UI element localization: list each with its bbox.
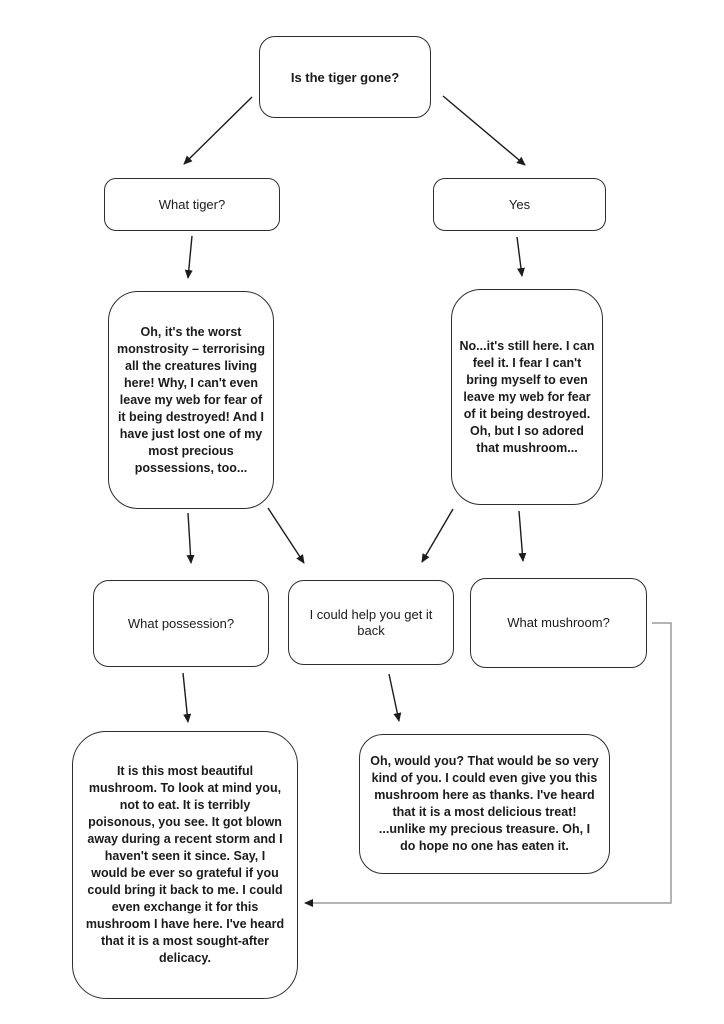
node-yes-description bbox=[451, 289, 603, 505]
arrow-possession-q-to-poss-desc bbox=[183, 673, 188, 722]
arrow-tiger-desc-to-help bbox=[268, 508, 304, 563]
arrow-tiger-desc-to-possession-q bbox=[188, 513, 191, 563]
arrow-yes-desc-to-help bbox=[422, 509, 453, 562]
node-possession-description bbox=[72, 731, 298, 999]
node-help-offer-label: I could help you get it back bbox=[309, 606, 433, 638]
arrow-yes-to-yes-desc bbox=[517, 237, 522, 276]
arrow-yes-desc-to-mushroom-q bbox=[519, 511, 523, 561]
arrow-help-to-thanks bbox=[389, 674, 399, 721]
node-tiger-description bbox=[108, 291, 274, 509]
node-what-tiger bbox=[104, 178, 280, 231]
arrow-root-to-yes bbox=[443, 96, 525, 165]
arrow-root-to-what-tiger bbox=[184, 97, 252, 164]
node-tiger-description-label: Oh, it's the worst monstrosity – terrorising all the creatures living here! Why, I can't even leave my web for fear of it being destroyed! And I have just lost one of my most precious possessions, too... bbox=[117, 324, 265, 475]
node-is-tiger-gone-label: Is the tiger gone? bbox=[290, 69, 400, 85]
arrow-what-tiger-to-tiger-desc bbox=[188, 236, 192, 278]
node-yes-description-label: No...it's still here. I can feel it. I fear I can't bring myself to even leave my web for fear of it being destroyed. Oh, but I so adored that mushroom... bbox=[459, 338, 595, 455]
node-is-tiger-gone bbox=[259, 36, 431, 118]
node-possession-description-label: It is this most beautiful mushroom. To look at mind you, not to eat. It is terribly poisonous, you see. It got blown away during a recent storm and I haven't seen it since. Say, I would be ever so grateful if you could bring it back to me. I could even exchange it for this mushroom I have here. I've heard that it is a most sought-after delicacy. bbox=[85, 764, 285, 965]
node-what-possession-label: What possession? bbox=[127, 615, 235, 631]
node-what-mushroom-label: What mushroom? bbox=[507, 615, 610, 630]
node-what-tiger-label: What tiger? bbox=[158, 196, 226, 212]
node-help-offer bbox=[288, 580, 454, 665]
node-what-mushroom bbox=[470, 578, 647, 668]
node-thanks-response-label: Oh, would you? That would be so very kind of you. I could even give you this mushroom here as thanks. I've heard that it is a most delicious treat! ...unlike my precious treasure. Oh, I do hope no one has eaten it. bbox=[370, 754, 599, 853]
node-yes-label: Yes bbox=[508, 196, 531, 212]
node-what-possession bbox=[93, 580, 269, 667]
node-yes bbox=[433, 178, 606, 231]
node-thanks-response bbox=[359, 734, 610, 874]
